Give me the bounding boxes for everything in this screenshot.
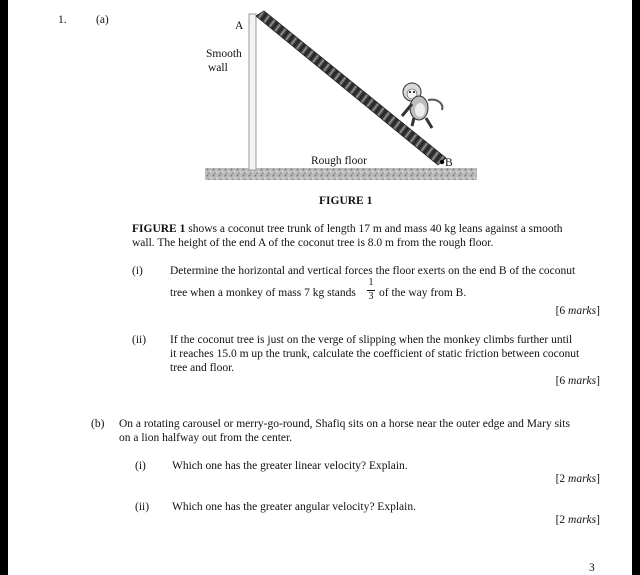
intro-line2: wall. The height of the end A of the coconut tree is 8.0 m from the rough floor. [132, 237, 494, 249]
floor-label: Rough floor [311, 155, 367, 167]
sub-i-label: (i) [132, 265, 143, 277]
sub-ii-label: (ii) [132, 334, 147, 346]
part-b-sub-ii-marks: [2 marks] [555, 514, 600, 526]
part-b-sub-ii-text: Which one has the greater angular velocity? Explain. [172, 501, 416, 513]
end-b-point [440, 160, 444, 164]
wall-label-line1: Smooth [206, 48, 242, 60]
exam-page [8, 0, 632, 575]
part-b-sub-ii-label: (ii) [135, 501, 150, 513]
intro-text: shows a coconut tree trunk of length 17 m and mass 40 kg leans against a smooth [185, 223, 563, 235]
part-b-line2: on a lion halfway out from the center. [119, 432, 293, 444]
part-b-sub-i-text: Which one has the greater linear velocity? Explain. [172, 460, 408, 472]
part-b-sub-i-marks: [2 marks] [555, 473, 600, 485]
sub-i-line1: Determine the horizontal and vertical forces the floor exerts on the end B of the coconut [170, 265, 576, 277]
sub-i-marks: [6 marks] [555, 305, 600, 317]
sub-ii-line1: If the coconut tree is just on the verge of slipping when the monkey climbs further until [170, 334, 573, 346]
part-b-line1: On a rotating carousel or merry-go-round, Shafiq sits on a horse near the outer edge and Mary sits [119, 418, 570, 430]
sub-i-line2-post: of the way from B. [379, 287, 467, 299]
question-number: 1. [58, 14, 67, 26]
fraction-denominator: 3 [368, 291, 374, 302]
part-a-label: (a) [96, 14, 109, 26]
monkey-icon [402, 83, 442, 128]
sub-i-line2-pre: tree when a monkey of mass 7 kg stands [170, 287, 356, 299]
wall-label-line2: wall [208, 62, 228, 74]
fraction-numerator: 1 [368, 277, 374, 288]
sub-ii-marks: [6 marks] [555, 375, 600, 387]
part-b-label: (b) [91, 418, 105, 430]
label-b: B [445, 157, 453, 169]
label-a: A [235, 20, 244, 32]
rough-floor [205, 168, 477, 180]
page-number: 3 [589, 562, 595, 574]
sub-ii-line2: it reaches 15.0 m up the trunk, calculate the coefficient of static friction between coconut [170, 348, 580, 360]
intro-line1 [132, 222, 563, 236]
smooth-wall [249, 14, 256, 170]
figure-caption: FIGURE 1 [319, 195, 373, 207]
part-b-sub-i-label: (i) [135, 460, 146, 472]
sub-ii-line3: tree and floor. [170, 362, 235, 374]
intro-figure-ref: FIGURE 1 [132, 223, 186, 235]
